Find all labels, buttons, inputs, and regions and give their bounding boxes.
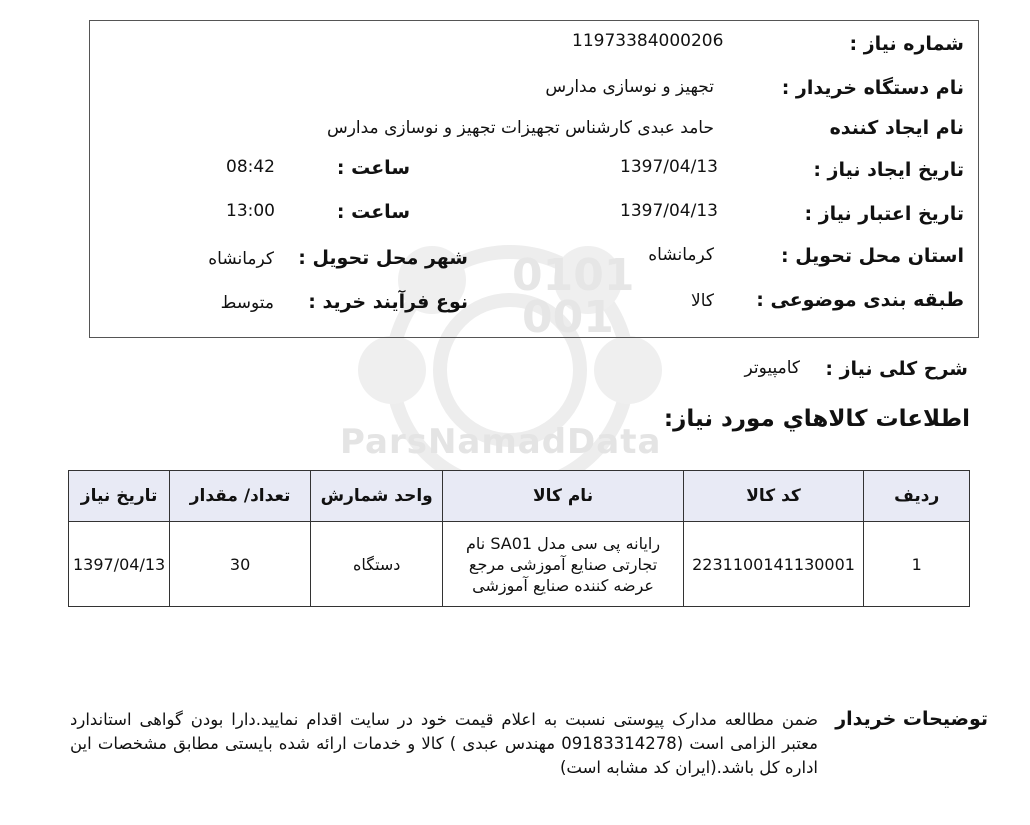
delivery-city-label: شهر محل تحویل : <box>298 247 468 269</box>
cell-unit: دستگاه <box>310 522 442 607</box>
header-quantity: تعداد/ مقدار <box>170 471 311 522</box>
category-label: طبقه بندی موضوعی : <box>756 289 964 311</box>
summary-value: کامپیوتر <box>744 358 800 378</box>
cell-need-date: 1397/04/13 <box>69 522 170 607</box>
delivery-province-value: کرمانشاه <box>648 245 714 265</box>
need-info-panel <box>89 20 979 338</box>
header-item-name: نام کالا <box>443 471 683 522</box>
creator-value: حامد عبدی کارشناس تجهیزات تجهیز و نوسازی مدارس <box>326 118 714 138</box>
validity-date-value: 1397/04/13 <box>620 201 718 221</box>
svg-text:0101: 0101 <box>512 250 635 301</box>
buyer-notes-text: ضمن مطالعه مدارک پیوستی نسبت به اعلام قیمت خود در سایت اقدام نمایید.دارا بودن گواهی استاندارد معتبر الزامی است (09183314278 مهندس عبدی ) کالا و خدمات ارائه شده بایستی مطابق مشخصات این اداره کل باشد.(ایران کد مشابه است) <box>70 710 818 777</box>
buyer-notes-label: توضیحات خریدار <box>835 708 988 730</box>
section-title: اطلاعات کالاهاي مورد نیاز: <box>663 406 970 432</box>
validity-date-label: تاریخ اعتبار نیاز : <box>804 203 964 225</box>
delivery-city-value: کرمانشاه <box>208 249 274 269</box>
svg-text:001: 001 <box>522 292 614 343</box>
cell-quantity: 30 <box>170 522 311 607</box>
buyer-org-label: نام دستگاه خریدار : <box>781 77 964 99</box>
need-number-label: شماره نیاز : <box>849 33 964 55</box>
header-unit: واحد شمارش <box>310 471 442 522</box>
process-label: نوع فرآیند خرید : <box>308 291 468 313</box>
delivery-province-label: استان محل تحویل : <box>781 245 964 267</box>
creator-label: نام ایجاد کننده <box>829 117 964 139</box>
summary-label: شرح کلی نیاز : <box>825 358 968 380</box>
header-item-code: کد کالا <box>683 471 864 522</box>
validity-time-label: ساعت : <box>336 201 410 223</box>
need-number-value: 11973384000206 <box>572 31 724 51</box>
header-need-date: تاریخ نیاز <box>69 471 170 522</box>
created-date-value: 1397/04/13 <box>620 157 718 177</box>
watermark-text: ParsNamadData <box>340 422 662 462</box>
process-value: متوسط <box>220 293 274 313</box>
created-time-label: ساعت : <box>336 157 410 179</box>
buyer-org-value: تجهیز و نوسازی مدارس <box>545 77 714 97</box>
category-value: کالا <box>691 291 714 311</box>
cell-item-code: 2231100141130001 <box>683 522 864 607</box>
table-row <box>69 522 970 607</box>
cell-row-number: 1 <box>864 522 970 607</box>
created-time-value: 08:42 <box>226 157 275 177</box>
validity-time-value: 13:00 <box>226 201 275 221</box>
header-row-number: ردیف <box>864 471 970 522</box>
table-header-row <box>69 471 970 522</box>
created-date-label: تاریخ ایجاد نیاز : <box>813 159 964 181</box>
items-table <box>68 470 970 607</box>
cell-item-name: رایانه پی سی مدل SA01 نام تجارتی صنایع آموزشی مرجع عرضه کننده صنایع آموزشی <box>443 522 683 607</box>
